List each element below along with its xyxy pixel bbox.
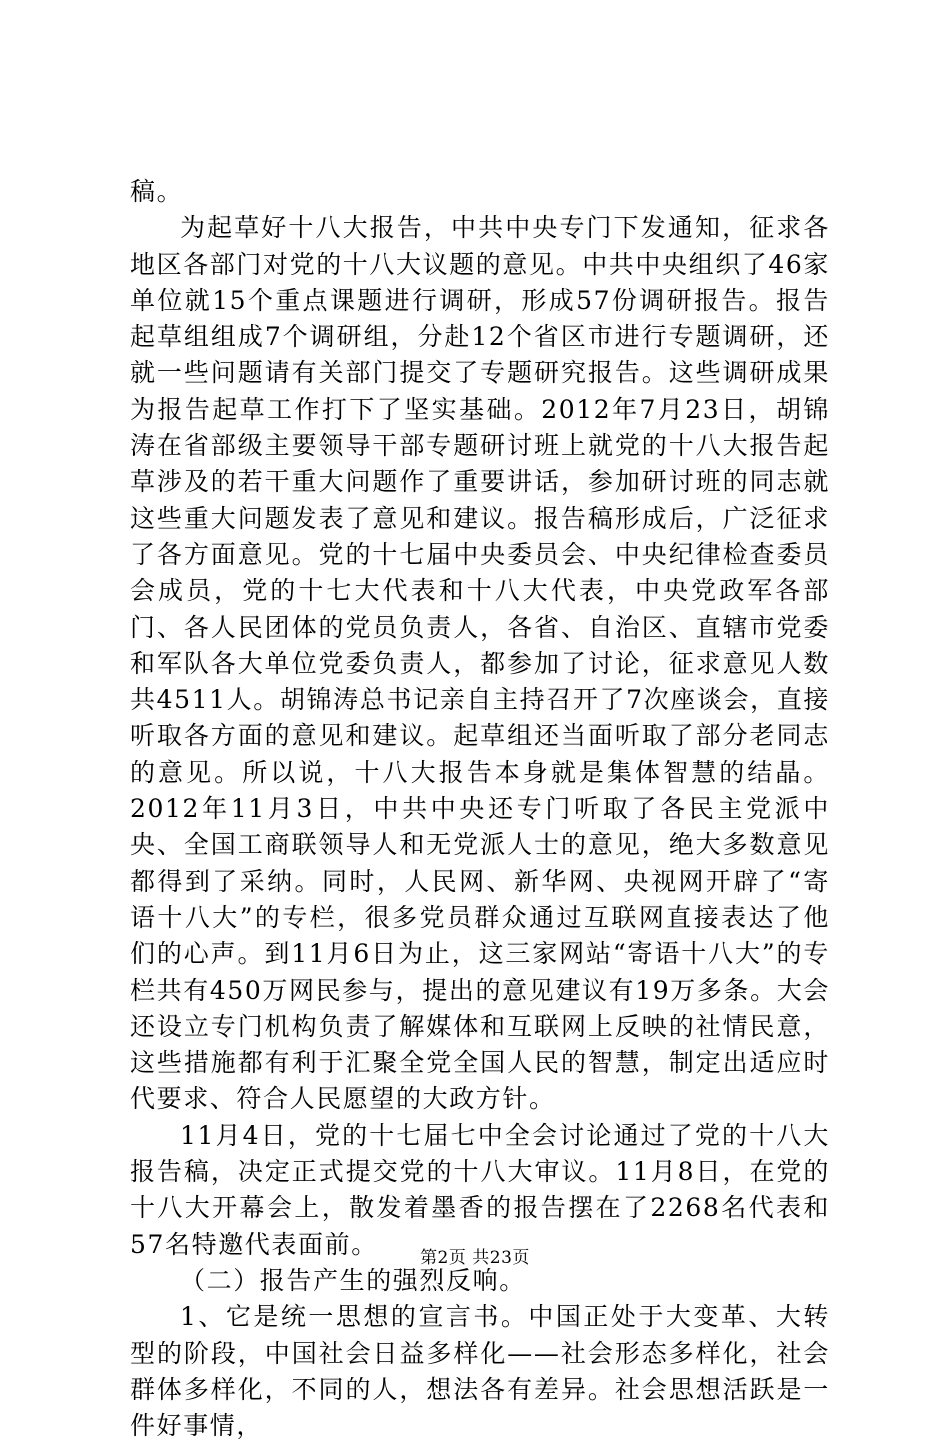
paragraph-manifesto: 1、它是统一思想的宣言书。中国正处于大变革、大转型的阶段，中国社会日益多样化——社会形态多样化，社会群体多样化，不同的人，想法各有差异。社会思想活跃是一件好事情，: [130, 1302, 830, 1441]
paragraph-plenary-session: 11月4日，党的十七届七中全会讨论通过了党的十八大报告稿，决定正式提交党的十八大审议。11月8日，在党的十八大开幕会上，散发着墨香的报告摆在了2268名代表和57名特邀代表面前。: [130, 1120, 830, 1259]
paragraph-continuation: 稿。: [130, 177, 184, 206]
paragraph-report-drafting: 为起草好十八大报告，中共中央专门下发通知，征求各地区各部门对党的十八大议题的意见。中共中央组织了46家单位就15个重点课题进行调研，形成57份调研报告。报告起草组组成7个调研组，分赴12个省区市进行专题调研，还就一些问题请有关部门提交了专题研究报告。这些调研成果为报告起草工作打下了坚实基础。2012年7月23日，胡锦涛在省部级主要领导干部专题研讨班上就党的十八大报告起草涉及的若干重大问题作了重要讲话，参加研讨班的同志就这些重大问题发表了意见和建议。报告稿形成后，广泛征求了各方面意见。党的十七届中央委员会、中央纪律检查委员会成员，党的十七大代表和十八大代表，中央党政军各部门、各人民团体的党员负责人，各省、自治区、直辖市党委和军队各大单位党委负责人，都参加了讨论，征求意见人数共4511人。胡锦涛总书记亲自主持召开了7次座谈会，直接听取各方面的意见和建议。起草组还当面听取了部分老同志的意见。所以说，十八大报告本身就是集体智慧的结晶。2012年11月3日，中共中央还专门听取了各民主党派中央、全国工商联领导人和无党派人士的意见，绝大多数意见都得到了采纳。同时，人民网、新华网、央视网开辟了“寄语十八大”的专栏，很多党员群众通过互联网直接表达了他们的心声。到11月6日为止，这三家网站“寄语十八大”的专栏共有450万网民参与，提出的意见建议有19万多条。大会还设立专门机构负责了解媒体和互联网上反映的社情民意，这些措施都有利于汇聚全党全国人民的智慧，制定出适应时代要求、符合人民愿望的大政方针。: [130, 213, 831, 1114]
page-footer: 第2页 共23页: [420, 1248, 530, 1268]
section-heading-response: （二）报告产生的强烈反响。: [180, 1265, 526, 1295]
